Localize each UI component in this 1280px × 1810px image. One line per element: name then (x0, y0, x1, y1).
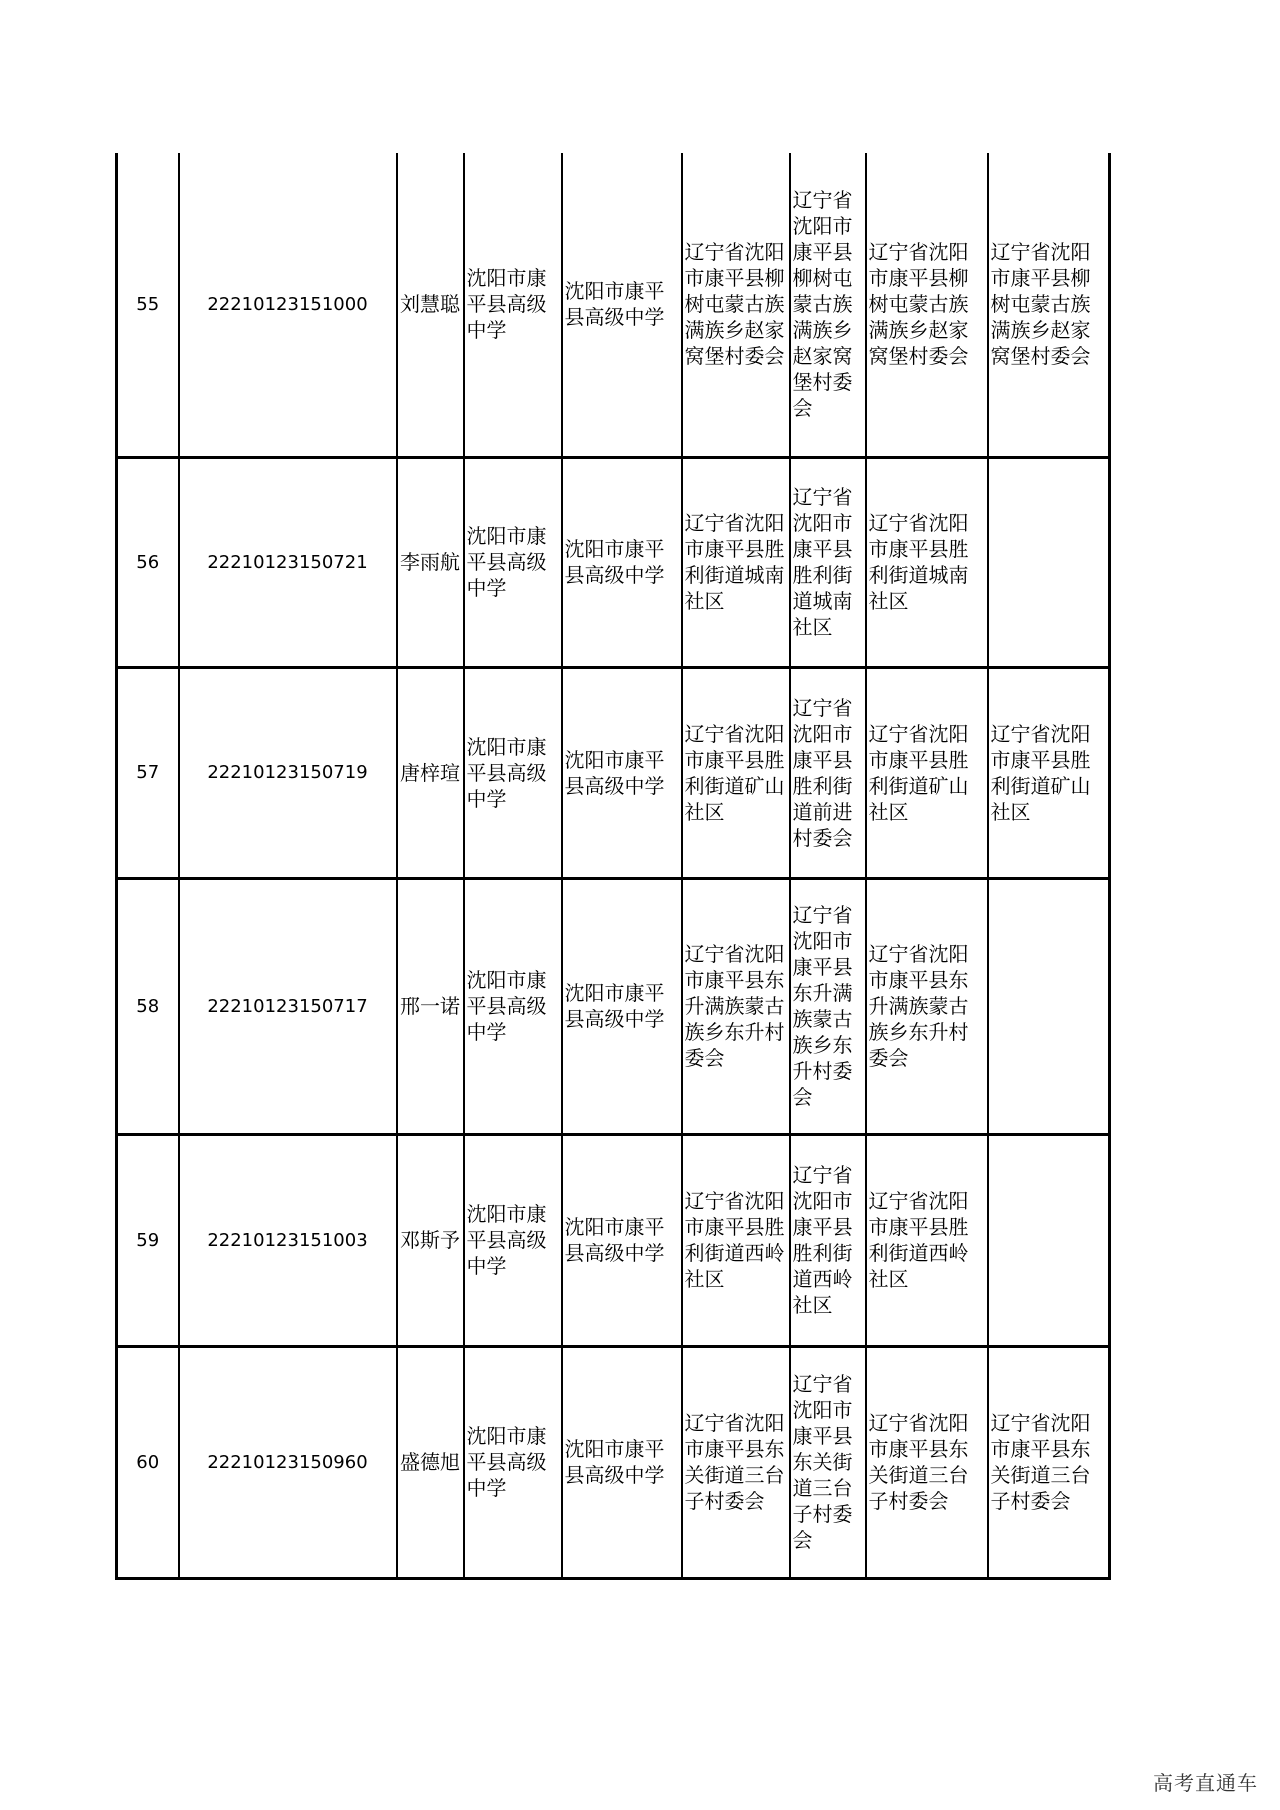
student-name: 邢一诺 (397, 878, 464, 1134)
address-cell-3: 辽宁省沈阳市康平县胜利街道矿山社区 (866, 667, 988, 878)
school-cell-2: 沈阳市康平县高级中学 (562, 457, 682, 667)
row-index: 55 (117, 153, 179, 457)
address-cell-4 (988, 878, 1110, 1134)
address-cell-1: 辽宁省沈阳市康平县柳树屯蒙古族满族乡赵家窝堡村委会 (682, 153, 790, 457)
school-cell-1: 沈阳市康平县高级中学 (464, 878, 562, 1134)
address-cell-2: 辽宁省沈阳市康平县胜利街道西岭社区 (790, 1134, 866, 1346)
address-cell-4: 辽宁省沈阳市康平县柳树屯蒙古族满族乡赵家窝堡村委会 (988, 153, 1110, 457)
school-cell-1: 沈阳市康平县高级中学 (464, 457, 562, 667)
exam-id: 22210123151000 (179, 153, 397, 457)
school-cell-1: 沈阳市康平县高级中学 (464, 1346, 562, 1578)
address-cell-4: 辽宁省沈阳市康平县胜利街道矿山社区 (988, 667, 1110, 878)
row-index: 59 (117, 1134, 179, 1346)
student-name: 盛德旭 (397, 1346, 464, 1578)
table-row (117, 457, 1110, 667)
address-cell-2: 辽宁省沈阳市康平县东升满族蒙古族乡东升村委会 (790, 878, 866, 1134)
address-cell-2: 辽宁省沈阳市康平县胜利街道前进村委会 (790, 667, 866, 878)
student-name: 李雨航 (397, 457, 464, 667)
address-cell-3: 辽宁省沈阳市康平县胜利街道西岭社区 (866, 1134, 988, 1346)
exam-id: 22210123150719 (179, 667, 397, 878)
exam-id: 22210123150960 (179, 1346, 397, 1578)
school-cell-1: 沈阳市康平县高级中学 (464, 667, 562, 878)
roster-table (115, 153, 1111, 1580)
school-cell-2: 沈阳市康平县高级中学 (562, 878, 682, 1134)
row-index: 58 (117, 878, 179, 1134)
address-cell-2: 辽宁省沈阳市康平县胜利街道城南社区 (790, 457, 866, 667)
address-cell-1: 辽宁省沈阳市康平县胜利街道矿山社区 (682, 667, 790, 878)
address-cell-2: 辽宁省沈阳市康平县东关街道三台子村委会 (790, 1346, 866, 1578)
student-name: 邓斯予 (397, 1134, 464, 1346)
school-cell-1: 沈阳市康平县高级中学 (464, 153, 562, 457)
address-cell-1: 辽宁省沈阳市康平县东关街道三台子村委会 (682, 1346, 790, 1578)
row-index: 60 (117, 1346, 179, 1578)
school-cell-2: 沈阳市康平县高级中学 (562, 1134, 682, 1346)
row-index: 56 (117, 457, 179, 667)
address-cell-1: 辽宁省沈阳市康平县胜利街道西岭社区 (682, 1134, 790, 1346)
exam-id: 22210123150717 (179, 878, 397, 1134)
exam-id: 22210123151003 (179, 1134, 397, 1346)
roster-body (117, 153, 1110, 1578)
address-cell-3: 辽宁省沈阳市康平县胜利街道城南社区 (866, 457, 988, 667)
address-cell-4: 辽宁省沈阳市康平县东关街道三台子村委会 (988, 1346, 1110, 1578)
address-cell-1: 辽宁省沈阳市康平县东升满族蒙古族乡东升村委会 (682, 878, 790, 1134)
table-row (117, 153, 1110, 457)
table-row (117, 878, 1110, 1134)
exam-id: 22210123150721 (179, 457, 397, 667)
table-row (117, 1134, 1110, 1346)
watermark-text: 高考直通车 (1153, 1771, 1258, 1795)
student-name: 唐梓瑄 (397, 667, 464, 878)
address-cell-2: 辽宁省沈阳市康平县柳树屯蒙古族满族乡赵家窝堡村委会 (790, 153, 866, 457)
school-cell-2: 沈阳市康平县高级中学 (562, 1346, 682, 1578)
student-name: 刘慧聪 (397, 153, 464, 457)
address-cell-3: 辽宁省沈阳市康平县东关街道三台子村委会 (866, 1346, 988, 1578)
address-cell-4 (988, 457, 1110, 667)
table-row (117, 1346, 1110, 1578)
address-cell-4 (988, 1134, 1110, 1346)
school-cell-2: 沈阳市康平县高级中学 (562, 667, 682, 878)
address-cell-3: 辽宁省沈阳市康平县柳树屯蒙古族满族乡赵家窝堡村委会 (866, 153, 988, 457)
address-cell-3: 辽宁省沈阳市康平县东升满族蒙古族乡东升村委会 (866, 878, 988, 1134)
table-row (117, 667, 1110, 878)
school-cell-1: 沈阳市康平县高级中学 (464, 1134, 562, 1346)
school-cell-2: 沈阳市康平县高级中学 (562, 153, 682, 457)
address-cell-1: 辽宁省沈阳市康平县胜利街道城南社区 (682, 457, 790, 667)
row-index: 57 (117, 667, 179, 878)
